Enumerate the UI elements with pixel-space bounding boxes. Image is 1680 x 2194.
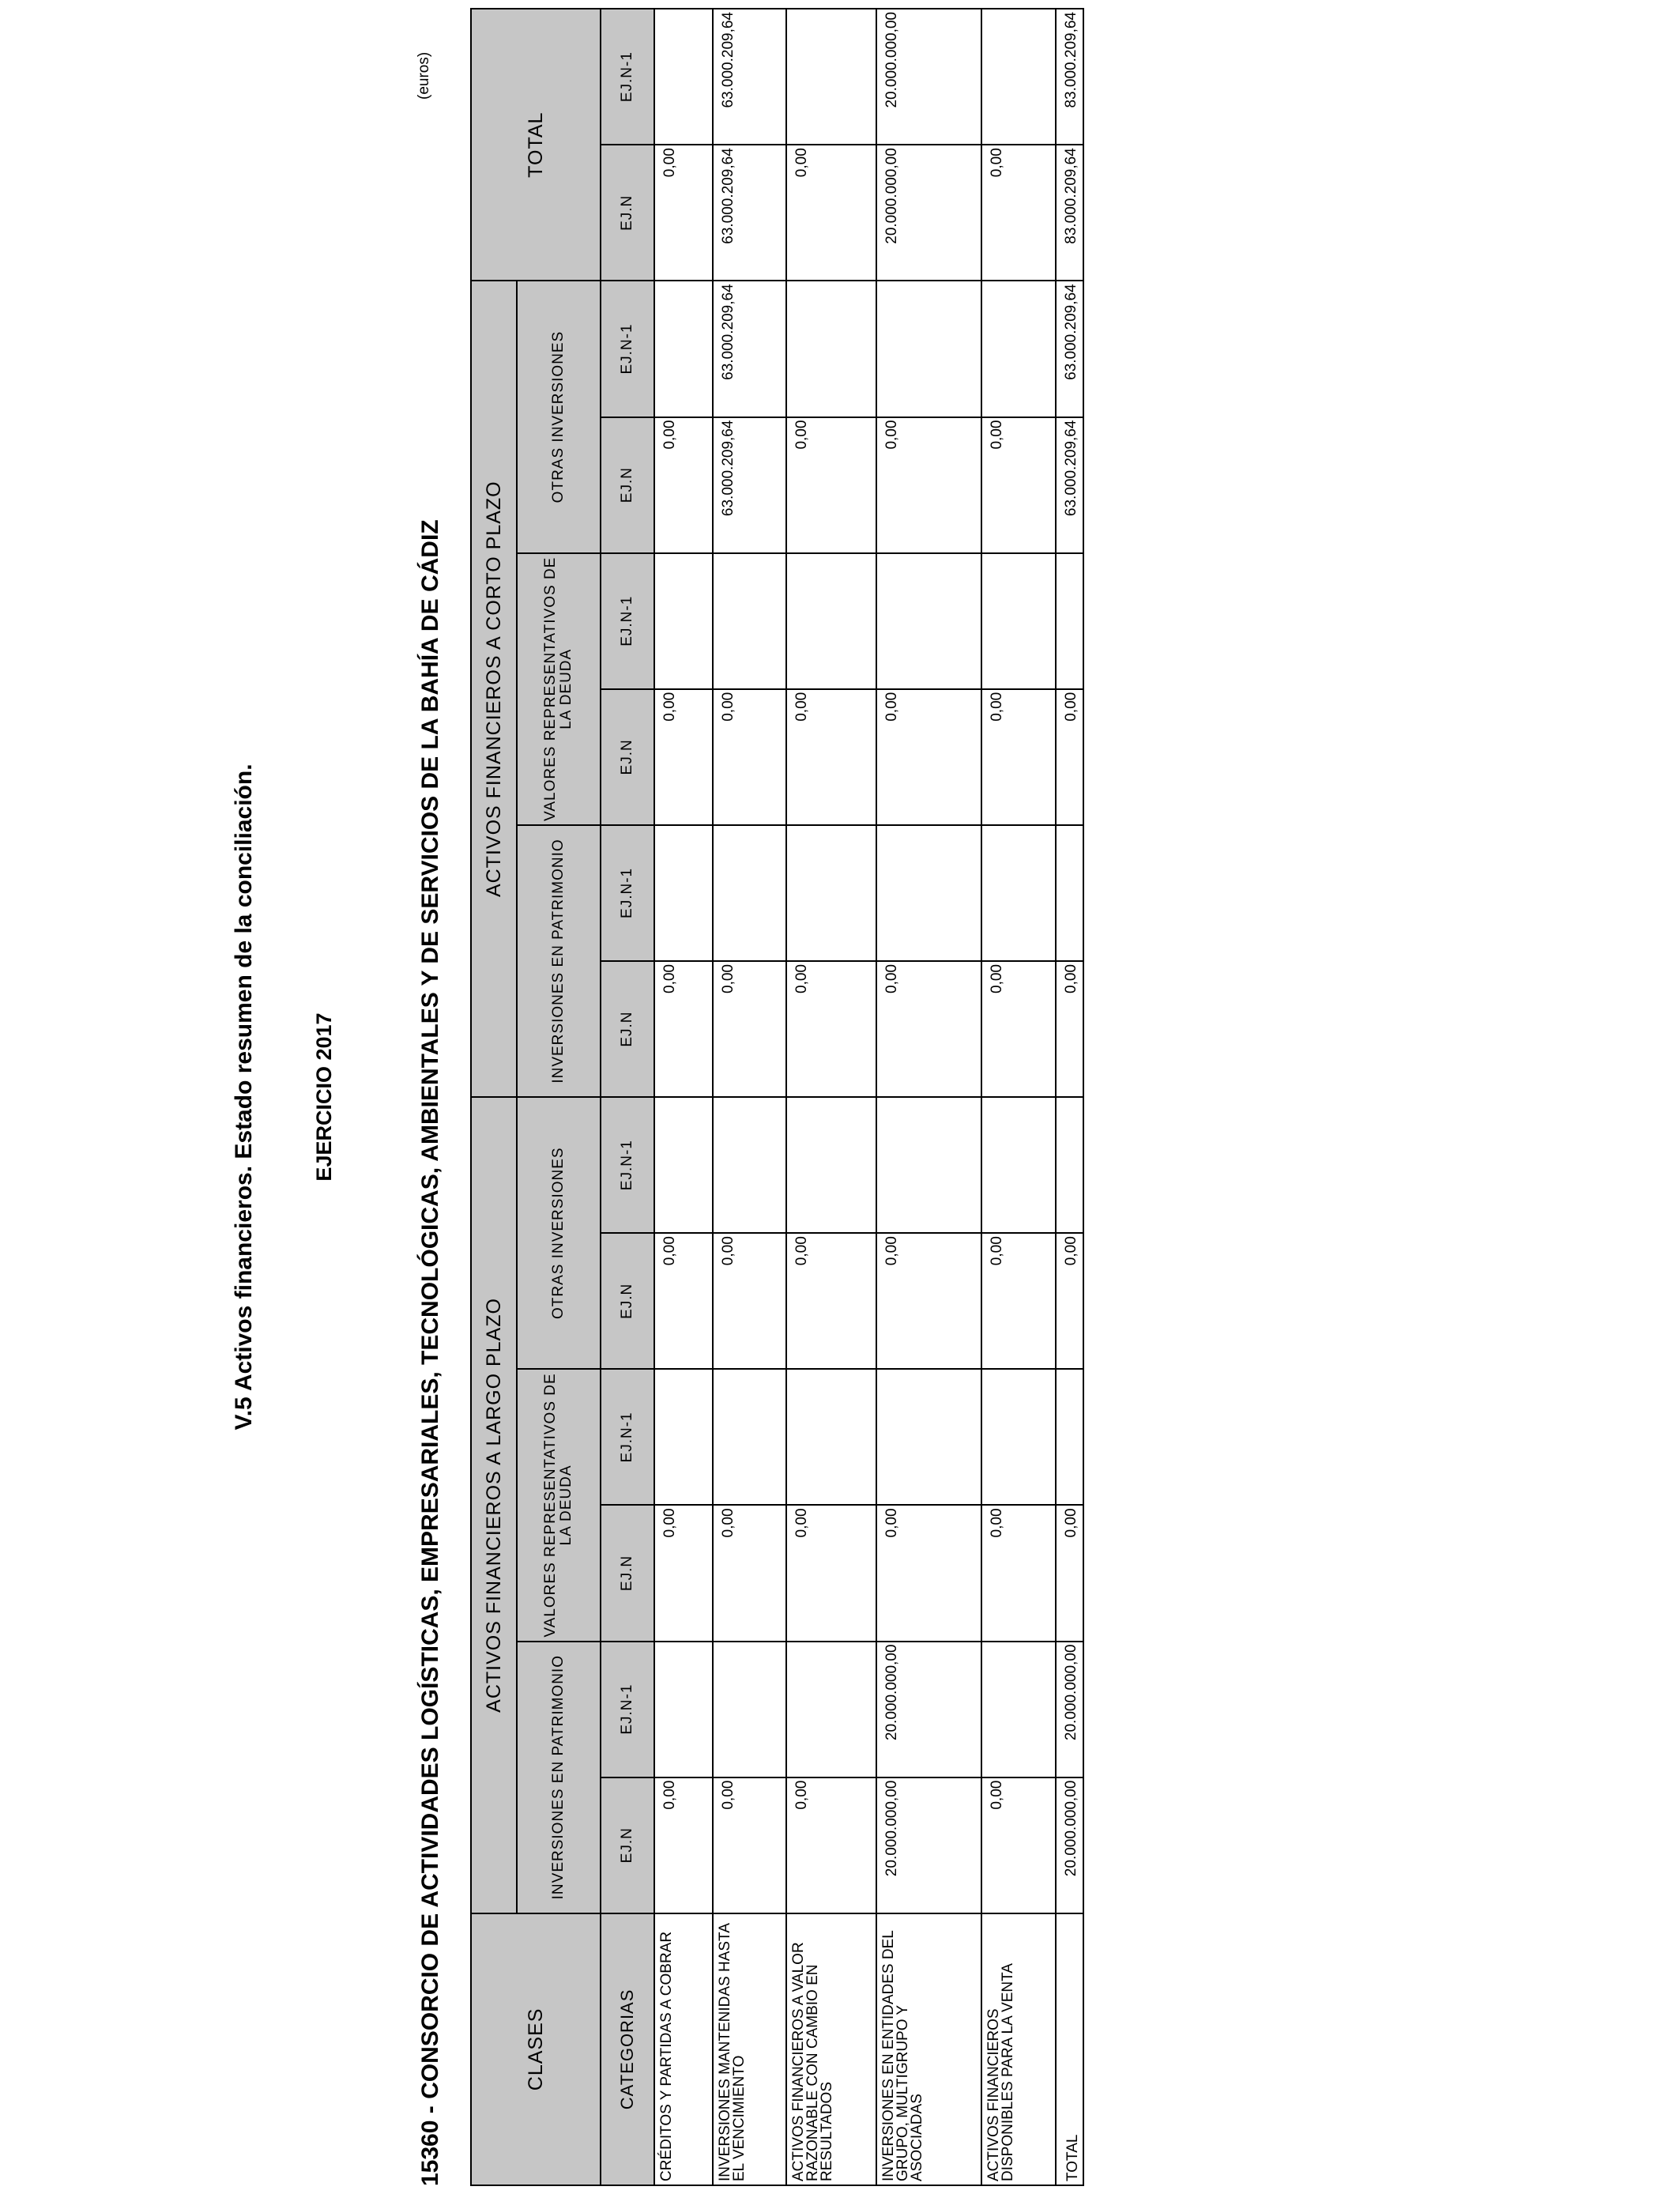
value-cell xyxy=(654,825,713,961)
value-cell xyxy=(654,1097,713,1233)
value-cell: 20.000.000,00 xyxy=(1056,1642,1083,1777)
value-cell: 0,00 xyxy=(654,961,713,1097)
category-cell: TOTAL xyxy=(1056,1913,1083,2185)
table-row xyxy=(786,9,876,2185)
value-cell xyxy=(786,281,876,417)
value-cell: 0,00 xyxy=(786,1777,876,1913)
value-cell xyxy=(713,553,786,689)
document-title: V.5 Activos financieros. Estado resumen de la conciliación. xyxy=(231,763,257,1431)
value-cell xyxy=(786,9,876,145)
units-label: (euros) xyxy=(416,51,432,100)
value-cell: 0,00 xyxy=(713,1233,786,1369)
value-cell: 0,00 xyxy=(654,145,713,281)
value-cell: 0,00 xyxy=(1056,1505,1083,1641)
header-cp-valores-deuda: VALORES REPRESENTATIVOS DE LA DEUDA xyxy=(517,553,601,825)
value-cell xyxy=(1056,825,1083,961)
value-cell: 0,00 xyxy=(876,1505,981,1641)
value-cell xyxy=(981,281,1056,417)
value-cell xyxy=(654,1642,713,1777)
value-cell: 63.000.209,64 xyxy=(1056,417,1083,553)
header-total: TOTAL xyxy=(471,9,601,281)
value-cell: 0,00 xyxy=(786,961,876,1097)
value-cell: 20.000.000,00 xyxy=(1056,1777,1083,1913)
value-cell: 0,00 xyxy=(786,1505,876,1641)
value-cell: 0,00 xyxy=(981,145,1056,281)
value-cell xyxy=(1056,1369,1083,1505)
header-clases: CLASES xyxy=(471,1913,601,2185)
header-ejn1: EJ.N-1 xyxy=(601,9,654,145)
value-cell xyxy=(713,1097,786,1233)
value-cell xyxy=(654,1369,713,1505)
fiscal-year: EJERCICIO 2017 xyxy=(312,1012,336,1182)
value-cell xyxy=(981,825,1056,961)
value-cell: 0,00 xyxy=(876,689,981,825)
value-cell: 20.000.000,00 xyxy=(876,1642,981,1777)
value-cell xyxy=(654,553,713,689)
header-largo-plazo: ACTIVOS FINANCIEROS A LARGO PLAZO xyxy=(471,1097,517,1913)
value-cell: 0,00 xyxy=(713,689,786,825)
value-cell: 20.000.000,00 xyxy=(876,1777,981,1913)
category-cell: CRÉDITOS Y PARTIDAS A COBRAR xyxy=(654,1913,713,2185)
value-cell xyxy=(876,553,981,689)
value-cell: 0,00 xyxy=(654,1505,713,1641)
category-cell: ACTIVOS FINANCIEROS DISPONIBLES PARA LA VENTA xyxy=(981,1913,1056,2185)
value-cell: 63.000.209,64 xyxy=(713,281,786,417)
table-row xyxy=(876,9,981,2185)
header-lp-inversiones-patrimonio: INVERSIONES EN PATRIMONIO xyxy=(517,1642,601,1913)
value-cell: 0,00 xyxy=(786,417,876,553)
value-cell: 0,00 xyxy=(876,961,981,1097)
header-ejn: EJ.N xyxy=(601,1233,654,1369)
value-cell: 0,00 xyxy=(1056,689,1083,825)
value-cell xyxy=(876,1097,981,1233)
value-cell: 0,00 xyxy=(654,1777,713,1913)
value-cell xyxy=(786,825,876,961)
header-ejn1: EJ.N-1 xyxy=(601,553,654,689)
header-ejn1: EJ.N-1 xyxy=(601,1097,654,1233)
header-cp-otras-inversiones: OTRAS INVERSIONES xyxy=(517,281,601,552)
table-row xyxy=(713,9,786,2185)
value-cell: 20.000.000,00 xyxy=(876,145,981,281)
value-cell xyxy=(654,9,713,145)
value-cell xyxy=(786,1369,876,1505)
value-cell: 0,00 xyxy=(981,417,1056,553)
financial-assets-table xyxy=(470,8,1084,2186)
header-corto-plazo: ACTIVOS FINANCIEROS A CORTO PLAZO xyxy=(471,281,517,1097)
header-ejn1: EJ.N-1 xyxy=(601,825,654,961)
category-cell: INVERSIONES MANTENIDAS HASTA EL VENCIMIENTO xyxy=(713,1913,786,2185)
total-row xyxy=(1056,9,1083,2185)
header-ejn: EJ.N xyxy=(601,145,654,281)
value-cell: 0,00 xyxy=(876,1233,981,1369)
header-ejn: EJ.N xyxy=(601,1777,654,1913)
header-ejn1: EJ.N-1 xyxy=(601,1369,654,1505)
value-cell xyxy=(876,825,981,961)
header-categorias: CATEGORIAS xyxy=(601,1913,654,2185)
entity-name: 15360 - CONSORCIO DE ACTIVIDADES LOGÍSTICAS, EMPRESARIALES, TECNOLÓGICAS, AMBIENTALES Y DE SERVICIOS DE LA BAHÍA DE CÁDIZ xyxy=(417,519,443,2186)
header-ejn: EJ.N xyxy=(601,689,654,825)
value-cell: 0,00 xyxy=(981,1777,1056,1913)
value-cell: 0,00 xyxy=(713,1505,786,1641)
value-cell xyxy=(981,1097,1056,1233)
category-cell: ACTIVOS FINANCIEROS A VALOR RAZONABLE CON CAMBIO EN RESULTADOS xyxy=(786,1913,876,2185)
header-ejn: EJ.N xyxy=(601,961,654,1097)
header-cp-inversiones-patrimonio: INVERSIONES EN PATRIMONIO xyxy=(517,825,601,1097)
value-cell: 0,00 xyxy=(786,689,876,825)
value-cell: 0,00 xyxy=(1056,961,1083,1097)
value-cell: 0,00 xyxy=(654,1233,713,1369)
table-row xyxy=(981,9,1056,2185)
category-cell: INVERSIONES EN ENTIDADES DEL GRUPO, MULTIGRUPO Y ASOCIADAS xyxy=(876,1913,981,2185)
value-cell: 0,00 xyxy=(981,961,1056,1097)
header-lp-valores-deuda: VALORES REPRESENTATIVOS DE LA DEUDA xyxy=(517,1369,601,1641)
value-cell: 0,00 xyxy=(786,145,876,281)
value-cell xyxy=(786,1642,876,1777)
value-cell: 0,00 xyxy=(786,1233,876,1369)
table-row xyxy=(654,9,713,2185)
value-cell: 63.000.209,64 xyxy=(713,145,786,281)
header-ejn1: EJ.N-1 xyxy=(601,1642,654,1777)
value-cell xyxy=(713,1369,786,1505)
value-cell: 63.000.209,64 xyxy=(713,417,786,553)
value-cell: 0,00 xyxy=(876,417,981,553)
header-ejn1: EJ.N-1 xyxy=(601,281,654,417)
header-lp-otras-inversiones: OTRAS INVERSIONES xyxy=(517,1097,601,1369)
header-ejn: EJ.N xyxy=(601,417,654,553)
value-cell: 0,00 xyxy=(981,1233,1056,1369)
value-cell: 0,00 xyxy=(654,417,713,553)
value-cell: 0,00 xyxy=(713,961,786,1097)
value-cell: 0,00 xyxy=(713,1777,786,1913)
value-cell xyxy=(786,553,876,689)
value-cell: 83.000.209,64 xyxy=(1056,145,1083,281)
value-cell: 0,00 xyxy=(1056,1233,1083,1369)
value-cell: 83.000.209,64 xyxy=(1056,9,1083,145)
value-cell xyxy=(1056,553,1083,689)
value-cell xyxy=(981,553,1056,689)
value-cell: 0,00 xyxy=(654,689,713,825)
value-cell xyxy=(654,281,713,417)
value-cell xyxy=(981,1369,1056,1505)
value-cell: 63.000.209,64 xyxy=(713,9,786,145)
value-cell xyxy=(713,1642,786,1777)
value-cell: 63.000.209,64 xyxy=(1056,281,1083,417)
value-cell: 0,00 xyxy=(981,689,1056,825)
header-ejn: EJ.N xyxy=(601,1505,654,1641)
value-cell xyxy=(876,1369,981,1505)
value-cell: 0,00 xyxy=(981,1505,1056,1641)
table-body xyxy=(654,9,1083,2185)
value-cell xyxy=(713,825,786,961)
value-cell xyxy=(786,1097,876,1233)
value-cell xyxy=(981,1642,1056,1777)
value-cell xyxy=(1056,1097,1083,1233)
value-cell xyxy=(876,281,981,417)
value-cell xyxy=(981,9,1056,145)
value-cell: 20.000.000,00 xyxy=(876,9,981,145)
